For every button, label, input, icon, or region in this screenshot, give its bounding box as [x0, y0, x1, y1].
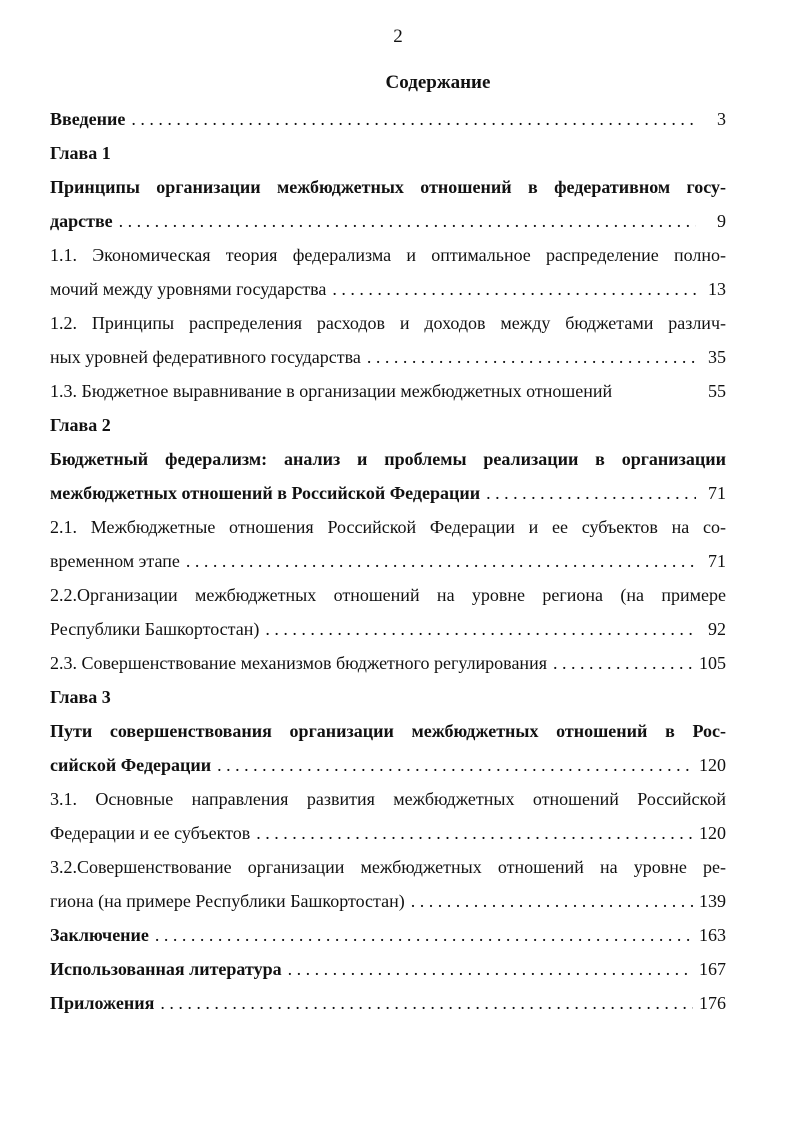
section-3-1-line-1: 3.1. Основные направления развития межбюджетных отношений Российской — [50, 789, 726, 809]
toc-entry-page: 13 — [708, 279, 726, 299]
toc-entry-label: временном этапе — [50, 551, 180, 571]
section-3-1-line-2 — [50, 816, 726, 850]
section-3-2-line-1: 3.2.Совершенствование организации межбюджетных отношений на уровне ре- — [50, 857, 726, 877]
dot-leader — [217, 748, 693, 782]
dot-leader — [265, 612, 696, 646]
dot-leader — [186, 544, 696, 578]
toc-entry-page: 105 — [699, 653, 726, 673]
section-1-2-line-2 — [50, 340, 726, 374]
toc-entry-page: 55 — [708, 381, 726, 401]
toc-entry-appendices — [50, 986, 726, 1020]
dot-leader — [332, 272, 696, 306]
dot-leader — [119, 204, 696, 238]
toc-entry-page: 139 — [699, 891, 726, 911]
chapter-1-heading: Глава 1 — [50, 143, 111, 163]
section-2-2-line-2 — [50, 612, 726, 646]
toc-entry-page: 163 — [699, 925, 726, 945]
dot-leader — [160, 986, 693, 1020]
section-2-1-line-2 — [50, 544, 726, 578]
toc-entry-references — [50, 952, 726, 986]
chapter-3-heading: Глава 3 — [50, 687, 111, 707]
toc-entry-conclusion — [50, 918, 726, 952]
dot-leader — [553, 646, 693, 680]
toc-entry-page: 120 — [699, 755, 726, 775]
toc-entry-label: дарстве — [50, 211, 113, 231]
chapter-2-title-line-2 — [50, 476, 726, 510]
toc-entry-page: 9 — [717, 211, 726, 231]
section-1-1-line-1: 1.1. Экономическая теория федерализма и оптимальное распределение полно- — [50, 245, 726, 265]
dot-leader — [256, 816, 693, 850]
chapter-1-title-line-2 — [50, 204, 726, 238]
dot-leader — [155, 918, 693, 952]
toc-entry-page: 35 — [708, 347, 726, 367]
section-1-3 — [50, 374, 726, 408]
chapter-3-title-line-2 — [50, 748, 726, 782]
dot-leader — [288, 952, 693, 986]
toc-entry-introduction — [50, 102, 726, 136]
toc-entry-label: Федерации и ее субъектов — [50, 823, 251, 843]
section-3-2-line-2 — [50, 884, 726, 918]
toc-entry-label: Приложения — [50, 993, 155, 1013]
section-1-2-line-1: 1.2. Принципы распределения расходов и доходов между бюджетами различ- — [50, 313, 726, 333]
toc-entry-label: сийской Федерации — [50, 755, 212, 775]
section-1-1-line-2 — [50, 272, 726, 306]
toc-entry-page: 120 — [699, 823, 726, 843]
chapter-2-title-line-1: Бюджетный федерализм: анализ и проблемы реализации в организации — [50, 449, 726, 469]
toc-entry-label: Заключение — [50, 925, 149, 945]
toc-entry-label: мочий между уровнями государства — [50, 279, 327, 299]
dot-leader — [411, 884, 693, 918]
toc-entry-label: ных уровней федеративного государства — [50, 347, 361, 367]
toc-entry-page: 176 — [699, 993, 726, 1013]
toc-entry-label: Использованная литература — [50, 959, 282, 979]
toc-entry-label: Введение — [50, 109, 126, 129]
section-2-3 — [50, 646, 726, 680]
chapter-3-title-line-1: Пути совершенствования организации межбюджетных отношений в Рос- — [50, 721, 726, 741]
dot-leader — [486, 476, 696, 510]
section-2-2-line-1: 2.2.Организации межбюджетных отношений на уровне региона (на примере — [50, 585, 726, 605]
chapter-1-title-line-1: Принципы организации межбюджетных отношений в федеративном госу- — [50, 177, 726, 197]
toc-entry-page: 92 — [708, 619, 726, 639]
dot-leader — [367, 340, 696, 374]
toc-entry-label: 2.3. Совершенствование механизмов бюджетного регулирования — [50, 653, 547, 673]
page-number: 2 — [393, 26, 403, 47]
table-of-contents — [50, 102, 726, 1020]
toc-title: Содержание — [385, 72, 491, 93]
toc-entry-page: 71 — [708, 551, 726, 571]
toc-entry-label: Республики Башкортостан) — [50, 619, 260, 639]
chapter-2-heading: Глава 2 — [50, 415, 111, 435]
toc-entry-label: 1.3. Бюджетное выравнивание в организации межбюджетных отношений — [50, 381, 613, 401]
toc-entry-page: 167 — [699, 959, 726, 979]
toc-entry-label: гиона (на примере Республики Башкортостан) — [50, 891, 405, 911]
section-2-1-line-1: 2.1. Межбюджетные отношения Российской Федерации и ее субъектов на со- — [50, 517, 726, 537]
toc-entry-page: 71 — [708, 483, 726, 503]
toc-entry-label: межбюджетных отношений в Российской Федерации — [50, 483, 481, 503]
toc-entry-page: 3 — [717, 109, 726, 129]
dot-leader — [131, 102, 696, 136]
